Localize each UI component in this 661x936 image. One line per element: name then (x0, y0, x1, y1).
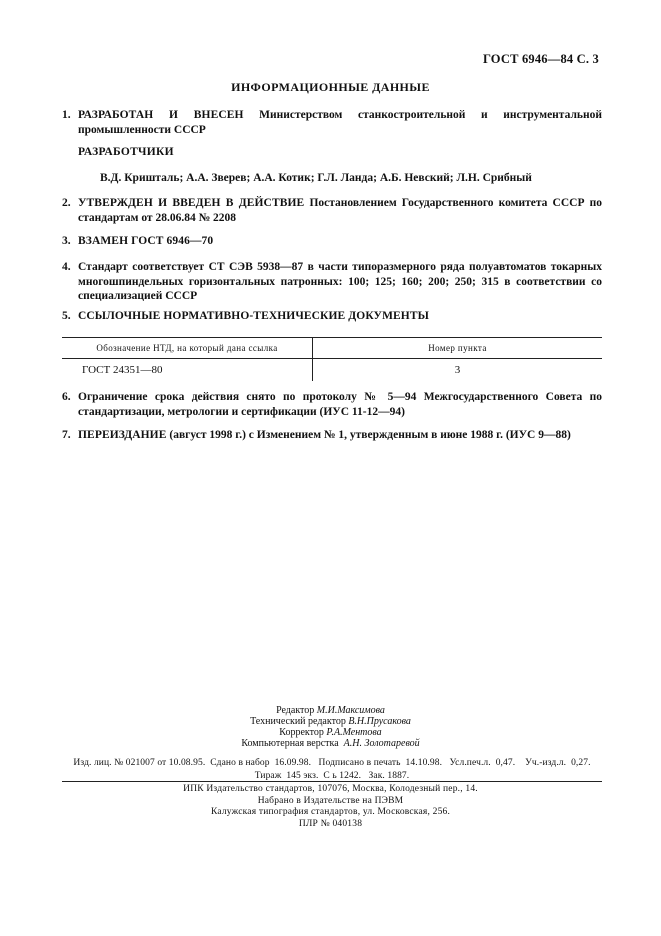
credit-label: Технический редактор (250, 716, 346, 727)
item-body: Ограничение срока действия снято по протоколу № 5—94 Межгосударственного Совета по стандартизации, метрологии и сертификации (ИУС 11-12—94) (78, 391, 602, 418)
info-item-5 (62, 309, 602, 324)
item-lead: ПЕРЕИЗДАНИЕ (78, 429, 167, 441)
item-number: 6. (62, 391, 71, 403)
developers-names: В.Д. Кришталь; А.А. Зверев; А.А. Котик; Г.Л. Ланда; А.Б. Невский; Л.Н. Срибный (100, 172, 532, 184)
cell-document: ГОСТ 24351—80 (62, 359, 313, 382)
item-number: 3. (62, 235, 71, 247)
item-text (78, 196, 602, 225)
divider-rule (62, 781, 602, 782)
item-body: Постановлением Государственного комитета СССР по стандартам от 28.06.84 № 2208 (78, 197, 602, 224)
item-text (78, 390, 602, 419)
item-body: Стандарт соответствует СТ СЭВ 5938—87 в части типоразмерного ряда полуавтоматов токарных многошпиндельных горизонтальных патронных: 100; 125; 160; 200; 250; 315 в соответствии со специализацией СССР (78, 261, 602, 302)
credit-label: Редактор (276, 705, 315, 716)
credit-corrector (0, 727, 661, 738)
publisher-line-3: Калужская типография стандартов, ул. Московская, 256. (210, 807, 451, 817)
item-number: 5. (62, 310, 71, 322)
info-item-2 (62, 196, 602, 225)
imprint-line-2: Тираж 145 экз. С ь 1242. Зак. 1887. (254, 771, 410, 781)
item-lead: УТВЕРЖДЕН И ВВЕДЕН В ДЕЙСТВИЕ (78, 197, 305, 209)
item-body: (август 1998 г.) с Изменением № 1, утвержденным в июне 1988 г. (ИУС 9—88) (166, 429, 571, 441)
item-lead: ССЫЛОЧНЫЕ НОРМАТИВНО-ТЕХНИЧЕСКИЕ ДОКУМЕНТЫ (78, 310, 430, 322)
item-number: 2. (62, 197, 71, 209)
credit-person: В.Н.Прусакова (348, 716, 411, 727)
publisher-info (0, 784, 661, 830)
imprint-line-1: Изд. лиц. № 021007 от 10.08.95. Сдано в набор 16.09.98. Подписано в печать 14.10.98. Усл.печ.л. 0,47. Уч.-изд.л. 0,27. (73, 758, 591, 768)
print-imprint (62, 757, 602, 783)
info-item-6 (62, 390, 602, 419)
column-header-clause: Номер пункта (313, 338, 603, 359)
item-text (78, 309, 602, 324)
credit-label: Компьютерная верстка (241, 738, 339, 749)
publisher-line-2: Набрано в Издательстве на ПЭВМ (257, 795, 404, 806)
item-text (78, 234, 602, 249)
item-number: 1. (62, 109, 71, 121)
credit-person: Р.А.Ментова (326, 727, 382, 738)
publisher-line-1: ИПК Издательство стандартов, 107076, Москва, Колодезный пер., 14. (183, 784, 478, 794)
item-text (78, 260, 602, 304)
item-text (78, 108, 602, 137)
credit-layout (0, 738, 661, 749)
credit-person: М.И.Максимова (316, 705, 385, 716)
credit-editor (0, 705, 661, 716)
item-text (78, 428, 602, 443)
editorial-credits (0, 705, 661, 749)
info-item-1 (62, 108, 602, 137)
section-title: ИНФОРМАЦИОННЫЕ ДАННЫЕ (231, 80, 430, 94)
reference-docs-table-wrap (62, 337, 602, 381)
credit-person: А.Н. Золотаревой (343, 738, 420, 749)
publisher-line-4: ПЛР № 040138 (298, 818, 363, 829)
reference-docs-table (62, 337, 602, 381)
info-item-3 (62, 234, 602, 249)
item-number: 7. (62, 429, 71, 441)
item-number: 4. (62, 261, 71, 273)
credit-label: Корректор (279, 727, 324, 738)
credit-tech-editor (0, 716, 661, 727)
item-lead: РАЗРАБОТАН И ВНЕСЕН (78, 109, 244, 121)
column-header-document: Обозначение НТД, на который дана ссылка (62, 338, 313, 359)
info-item-4 (62, 260, 602, 304)
table-header-row (62, 338, 602, 359)
info-item-7 (62, 428, 602, 443)
cell-clause: 3 (454, 364, 461, 376)
item-body: Министерством станкостроительной и инструментальной промышленности СССР (78, 109, 602, 136)
item-lead: ВЗАМЕН ГОСТ 6946—70 (78, 235, 214, 247)
table-row (62, 359, 602, 382)
developers-title: РАЗРАБОТЧИКИ (78, 146, 174, 158)
page-header-code: ГОСТ 6946—84 С. 3 (482, 52, 599, 66)
